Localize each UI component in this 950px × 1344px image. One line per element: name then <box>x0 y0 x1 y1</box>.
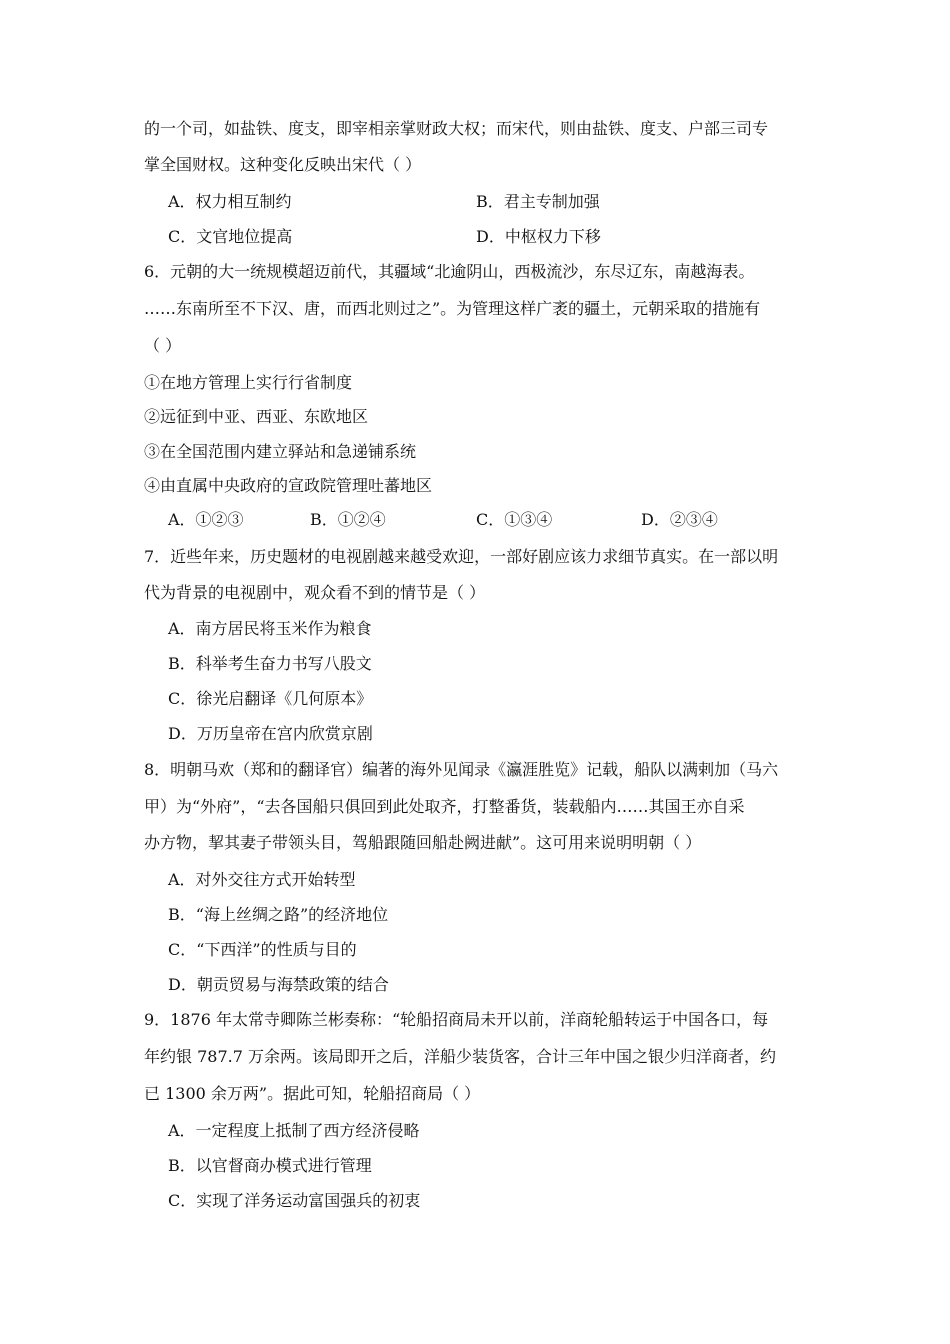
q6-option-c[interactable]: C．①③④ <box>476 510 553 529</box>
q8-option-c[interactable]: C．“下西洋”的性质与目的 <box>168 940 357 959</box>
q6-option-b[interactable]: B．①②④ <box>310 510 386 529</box>
q8-option-b[interactable]: B．“海上丝绸之路”的经济地位 <box>168 905 389 924</box>
q5-option-c[interactable]: C．文官地位提高 <box>168 227 293 246</box>
q6-item-1: ①在地方管理上实行行省制度 <box>144 373 353 392</box>
q5-text-line-1: 的一个司，如盐铁、度支，即宰相亲掌财政大权；而宋代，则由盐铁、度支、户部三司专 <box>144 119 769 138</box>
q5-text-line-2: 掌全国财权。这种变化反映出宋代（ ） <box>144 155 422 174</box>
q8-text-line-2: 甲）为“外府”，“去各国船只俱回到此处取齐，打整番货，装载船内……其国王亦自采 <box>144 797 745 816</box>
q7-option-c[interactable]: C．徐光启翻译《几何原本》 <box>168 689 373 708</box>
q6-text-line-3: （ ） <box>144 336 182 355</box>
q9-text-line-3: 已 1300 余万两”。据此可知，轮船招商局（ ） <box>144 1084 481 1103</box>
q6-text-line-1: 6．元朝的大一统规模超迈前代，其疆域“北逾阴山，西极流沙，东尽辽东，南越海表。 <box>144 262 755 281</box>
q6-text-line-2: ……东南所至不下汉、唐，而西北则过之”。为管理这样广袤的疆土，元朝采取的措施有 <box>144 299 761 318</box>
q5-option-b[interactable]: B．君主专制加强 <box>476 192 600 211</box>
q7-option-a[interactable]: A．南方居民将玉米作为粮食 <box>168 619 372 638</box>
q8-text-line-1: 8．明朝马欢（郑和的翻译官）编著的海外见闻录《瀛涯胜览》记载，船队以满剌加（马六 <box>144 760 779 779</box>
q9-text-line-2: 年约银 787.7 万余两。该局即开之后，洋船少装货客，合计三年中国之银少归洋商者，约 <box>144 1047 776 1066</box>
q8-option-a[interactable]: A．对外交往方式开始转型 <box>168 870 356 889</box>
q7-option-b[interactable]: B．科举考生奋力书写八股文 <box>168 654 372 673</box>
q5-option-d[interactable]: D．中枢权力下移 <box>476 227 601 246</box>
q9-text-line-1: 9．1876 年太常寺卿陈兰彬奏称：“轮船招商局未开以前，洋商轮船转运于中国各口，每 <box>144 1010 769 1029</box>
q8-option-d[interactable]: D．朝贡贸易与海禁政策的结合 <box>168 975 389 994</box>
q6-option-a[interactable]: A．①②③ <box>168 510 244 529</box>
q8-text-line-3: 办方物，挈其妻子带领头目，驾船跟随回船赴阙进献”。这可用来说明明朝（ ） <box>144 833 702 852</box>
q6-item-2: ②远征到中亚、西亚、东欧地区 <box>144 407 369 426</box>
q7-option-d[interactable]: D．万历皇帝在宫内欣赏京剧 <box>168 724 373 743</box>
q9-option-c[interactable]: C．实现了洋务运动富国强兵的初衷 <box>168 1191 421 1210</box>
q7-text-line-2: 代为背景的电视剧中，观众看不到的情节是（ ） <box>144 583 486 602</box>
q7-text-line-1: 7．近些年来，历史题材的电视剧越来越受欢迎，一部好剧应该力求细节真实。在一部以明 <box>144 547 779 566</box>
q6-item-3: ③在全国范围内建立驿站和急递铺系统 <box>144 442 417 461</box>
q9-option-b[interactable]: B．以官督商办模式进行管理 <box>168 1156 372 1175</box>
q5-option-a[interactable]: A．权力相互制约 <box>168 192 292 211</box>
q6-item-4: ④由直属中央政府的宣政院管理吐蕃地区 <box>144 476 433 495</box>
q9-option-a[interactable]: A．一定程度上抵制了西方经济侵略 <box>168 1121 420 1140</box>
q6-option-d[interactable]: D．②③④ <box>641 510 718 529</box>
